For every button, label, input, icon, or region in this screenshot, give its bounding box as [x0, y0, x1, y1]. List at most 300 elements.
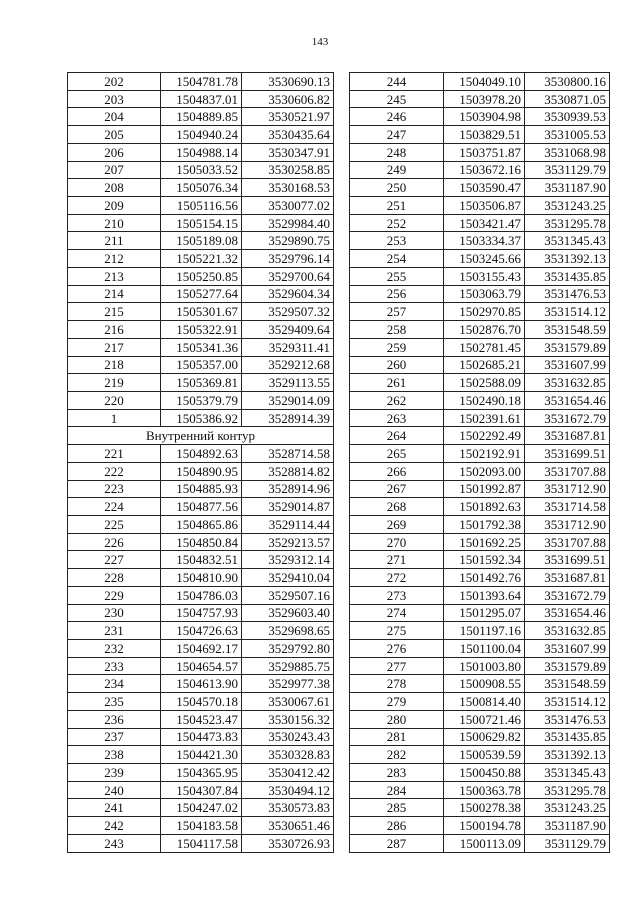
x-coordinate-cell: 1505189.08: [161, 232, 242, 250]
point-number-cell: 270: [350, 533, 444, 551]
y-coordinate-cell: 3531068.98: [525, 143, 610, 161]
table-row: [68, 515, 334, 533]
y-coordinate-cell: 3531514.12: [525, 303, 610, 321]
y-coordinate-cell: 3531607.99: [525, 640, 610, 658]
point-number-cell: 274: [350, 604, 444, 622]
table-row: [68, 498, 334, 516]
y-coordinate-cell: 3529312.14: [242, 551, 334, 569]
point-number-cell: 238: [68, 746, 161, 764]
y-coordinate-cell: 3530258.85: [242, 161, 334, 179]
table-row: [350, 675, 610, 693]
table-row: [68, 710, 334, 728]
point-number-cell: 283: [350, 764, 444, 782]
table-row: [350, 710, 610, 728]
y-coordinate-cell: 3530690.13: [242, 73, 334, 91]
table-row: [68, 126, 334, 144]
point-number-cell: 263: [350, 409, 444, 427]
point-number-cell: 286: [350, 817, 444, 835]
x-coordinate-cell: 1504885.93: [161, 480, 242, 498]
point-number-cell: 284: [350, 781, 444, 799]
point-number-cell: 257: [350, 303, 444, 321]
y-coordinate-cell: 3530412.42: [242, 764, 334, 782]
table-row: [68, 108, 334, 126]
y-coordinate-cell: 3531672.79: [525, 586, 610, 604]
point-number-cell: 222: [68, 462, 161, 480]
table-row: [350, 338, 610, 356]
point-number-cell: 246: [350, 108, 444, 126]
x-coordinate-cell: 1503904.98: [444, 108, 525, 126]
x-coordinate-cell: 1504850.84: [161, 533, 242, 551]
y-coordinate-cell: 3531712.90: [525, 480, 610, 498]
y-coordinate-cell: 3531187.90: [525, 179, 610, 197]
y-coordinate-cell: 3529311.41: [242, 338, 334, 356]
table-row: [350, 303, 610, 321]
y-coordinate-cell: 3529885.75: [242, 657, 334, 675]
point-number-cell: 281: [350, 728, 444, 746]
table-row: [350, 267, 610, 285]
section-heading: Внутренний контур: [68, 427, 334, 445]
table-row: [350, 285, 610, 303]
table-row: [350, 161, 610, 179]
page-number: 143: [311, 36, 329, 48]
y-coordinate-cell: 3531548.59: [525, 675, 610, 693]
x-coordinate-cell: 1504757.93: [161, 604, 242, 622]
y-coordinate-cell: 3531514.12: [525, 693, 610, 711]
point-number-cell: 234: [68, 675, 161, 693]
point-number-cell: 282: [350, 746, 444, 764]
x-coordinate-cell: 1500814.40: [444, 693, 525, 711]
point-number-cell: 272: [350, 569, 444, 587]
point-number-cell: 212: [68, 250, 161, 268]
y-coordinate-cell: 3531699.51: [525, 445, 610, 463]
x-coordinate-cell: 1500629.82: [444, 728, 525, 746]
x-coordinate-cell: 1501792.38: [444, 515, 525, 533]
left-table-body: [68, 73, 334, 853]
table-row: [350, 409, 610, 427]
table-row: [68, 728, 334, 746]
x-coordinate-cell: 1505076.34: [161, 179, 242, 197]
table-row: [350, 622, 610, 640]
x-coordinate-cell: 1504049.10: [444, 73, 525, 91]
left-coordinates-table: [67, 72, 334, 853]
y-coordinate-cell: 3529014.87: [242, 498, 334, 516]
y-coordinate-cell: 3531632.85: [525, 622, 610, 640]
y-coordinate-cell: 3529792.80: [242, 640, 334, 658]
x-coordinate-cell: 1504247.02: [161, 799, 242, 817]
point-number-cell: 204: [68, 108, 161, 126]
table-row: [350, 445, 610, 463]
x-coordinate-cell: 1501393.64: [444, 586, 525, 604]
y-coordinate-cell: 3531295.78: [525, 214, 610, 232]
table-row: [350, 462, 610, 480]
table-row: [350, 764, 610, 782]
point-number-cell: 260: [350, 356, 444, 374]
x-coordinate-cell: 1503063.79: [444, 285, 525, 303]
x-coordinate-cell: 1503829.51: [444, 126, 525, 144]
x-coordinate-cell: 1502490.18: [444, 391, 525, 409]
point-number-cell: 256: [350, 285, 444, 303]
x-coordinate-cell: 1503506.87: [444, 197, 525, 215]
table-row: [350, 746, 610, 764]
point-number-cell: 236: [68, 710, 161, 728]
x-coordinate-cell: 1505154.15: [161, 214, 242, 232]
x-coordinate-cell: 1504523.47: [161, 710, 242, 728]
point-number-cell: 231: [68, 622, 161, 640]
table-row: [350, 728, 610, 746]
y-coordinate-cell: 3531345.43: [525, 764, 610, 782]
y-coordinate-cell: 3531707.88: [525, 462, 610, 480]
table-row: [350, 834, 610, 852]
point-number-cell: 255: [350, 267, 444, 285]
y-coordinate-cell: 3530606.82: [242, 90, 334, 108]
table-row: [350, 498, 610, 516]
x-coordinate-cell: 1503334.37: [444, 232, 525, 250]
x-coordinate-cell: 1502876.70: [444, 321, 525, 339]
table-row: [68, 143, 334, 161]
y-coordinate-cell: 3531607.99: [525, 356, 610, 374]
table-row: [68, 675, 334, 693]
point-number-cell: 1: [68, 409, 161, 427]
x-coordinate-cell: 1505341.36: [161, 338, 242, 356]
table-row: [350, 533, 610, 551]
y-coordinate-cell: 3530726.93: [242, 834, 334, 852]
point-number-cell: 266: [350, 462, 444, 480]
x-coordinate-cell: 1501992.87: [444, 480, 525, 498]
table-row: [350, 143, 610, 161]
x-coordinate-cell: 1505250.85: [161, 267, 242, 285]
x-coordinate-cell: 1505379.79: [161, 391, 242, 409]
y-coordinate-cell: 3529700.64: [242, 267, 334, 285]
y-coordinate-cell: 3531129.79: [525, 161, 610, 179]
y-coordinate-cell: 3531714.58: [525, 498, 610, 516]
x-coordinate-cell: 1501592.34: [444, 551, 525, 569]
table-row: [68, 90, 334, 108]
point-number-cell: 217: [68, 338, 161, 356]
y-coordinate-cell: 3530939.53: [525, 108, 610, 126]
point-number-cell: 239: [68, 764, 161, 782]
x-coordinate-cell: 1500450.88: [444, 764, 525, 782]
y-coordinate-cell: 3529114.44: [242, 515, 334, 533]
x-coordinate-cell: 1504890.95: [161, 462, 242, 480]
y-coordinate-cell: 3531672.79: [525, 409, 610, 427]
x-coordinate-cell: 1504117.58: [161, 834, 242, 852]
point-number-cell: 221: [68, 445, 161, 463]
x-coordinate-cell: 1502292.49: [444, 427, 525, 445]
y-coordinate-cell: 3530243.43: [242, 728, 334, 746]
point-number-cell: 252: [350, 214, 444, 232]
x-coordinate-cell: 1501100.04: [444, 640, 525, 658]
y-coordinate-cell: 3529410.04: [242, 569, 334, 587]
table-row: [68, 586, 334, 604]
table-row: [68, 338, 334, 356]
y-coordinate-cell: 3531345.43: [525, 232, 610, 250]
y-coordinate-cell: 3531687.81: [525, 427, 610, 445]
table-row: [68, 604, 334, 622]
y-coordinate-cell: 3531548.59: [525, 321, 610, 339]
point-number-cell: 251: [350, 197, 444, 215]
y-coordinate-cell: 3530347.91: [242, 143, 334, 161]
x-coordinate-cell: 1505277.64: [161, 285, 242, 303]
y-coordinate-cell: 3531476.53: [525, 710, 610, 728]
table-row: [350, 586, 610, 604]
point-number-cell: 253: [350, 232, 444, 250]
x-coordinate-cell: 1504940.24: [161, 126, 242, 144]
table-row: [350, 374, 610, 392]
point-number-cell: 230: [68, 604, 161, 622]
x-coordinate-cell: 1503751.87: [444, 143, 525, 161]
y-coordinate-cell: 3529603.40: [242, 604, 334, 622]
y-coordinate-cell: 3529507.32: [242, 303, 334, 321]
table-row: [68, 640, 334, 658]
point-number-cell: 264: [350, 427, 444, 445]
y-coordinate-cell: 3531687.81: [525, 569, 610, 587]
x-coordinate-cell: 1501492.76: [444, 569, 525, 587]
point-number-cell: 228: [68, 569, 161, 587]
x-coordinate-cell: 1505369.81: [161, 374, 242, 392]
point-number-cell: 250: [350, 179, 444, 197]
y-coordinate-cell: 3529604.34: [242, 285, 334, 303]
y-coordinate-cell: 3531476.53: [525, 285, 610, 303]
point-number-cell: 209: [68, 197, 161, 215]
y-coordinate-cell: 3530435.64: [242, 126, 334, 144]
point-number-cell: 279: [350, 693, 444, 711]
x-coordinate-cell: 1502391.61: [444, 409, 525, 427]
x-coordinate-cell: 1504307.84: [161, 781, 242, 799]
y-coordinate-cell: 3529890.75: [242, 232, 334, 250]
table-row: [350, 391, 610, 409]
table-row: [350, 569, 610, 587]
table-row: [68, 267, 334, 285]
x-coordinate-cell: 1503978.20: [444, 90, 525, 108]
table-row: [350, 90, 610, 108]
x-coordinate-cell: 1504892.63: [161, 445, 242, 463]
table-row: [350, 197, 610, 215]
table-row: [68, 657, 334, 675]
x-coordinate-cell: 1505357.00: [161, 356, 242, 374]
y-coordinate-cell: 3529977.38: [242, 675, 334, 693]
x-coordinate-cell: 1502588.09: [444, 374, 525, 392]
y-coordinate-cell: 3531243.25: [525, 197, 610, 215]
y-coordinate-cell: 3531654.46: [525, 391, 610, 409]
point-number-cell: 243: [68, 834, 161, 852]
x-coordinate-cell: 1505221.32: [161, 250, 242, 268]
point-number-cell: 245: [350, 90, 444, 108]
point-number-cell: 220: [68, 391, 161, 409]
x-coordinate-cell: 1505386.92: [161, 409, 242, 427]
y-coordinate-cell: 3530077.02: [242, 197, 334, 215]
y-coordinate-cell: 3531392.13: [525, 250, 610, 268]
point-number-cell: 207: [68, 161, 161, 179]
point-number-cell: 278: [350, 675, 444, 693]
table-row: [68, 764, 334, 782]
table-row: [68, 179, 334, 197]
table-row: [68, 161, 334, 179]
x-coordinate-cell: 1501692.25: [444, 533, 525, 551]
point-number-cell: 233: [68, 657, 161, 675]
table-row: [350, 427, 610, 445]
x-coordinate-cell: 1504781.78: [161, 73, 242, 91]
point-number-cell: 242: [68, 817, 161, 835]
table-row: [350, 126, 610, 144]
right-coordinates-table: [349, 72, 610, 853]
table-row: [68, 321, 334, 339]
table-row: [350, 799, 610, 817]
y-coordinate-cell: 3531654.46: [525, 604, 610, 622]
table-row: [68, 250, 334, 268]
point-number-cell: 271: [350, 551, 444, 569]
x-coordinate-cell: 1504692.17: [161, 640, 242, 658]
x-coordinate-cell: 1500278.38: [444, 799, 525, 817]
x-coordinate-cell: 1502093.00: [444, 462, 525, 480]
point-number-cell: 208: [68, 179, 161, 197]
table-row: [68, 197, 334, 215]
y-coordinate-cell: 3531712.90: [525, 515, 610, 533]
x-coordinate-cell: 1504726.63: [161, 622, 242, 640]
x-coordinate-cell: 1505116.56: [161, 197, 242, 215]
x-coordinate-cell: 1501197.16: [444, 622, 525, 640]
point-number-cell: 205: [68, 126, 161, 144]
y-coordinate-cell: 3530168.53: [242, 179, 334, 197]
point-number-cell: 206: [68, 143, 161, 161]
table-row: [350, 480, 610, 498]
table-row: [350, 232, 610, 250]
y-coordinate-cell: 3531129.79: [525, 834, 610, 852]
x-coordinate-cell: 1500721.46: [444, 710, 525, 728]
y-coordinate-cell: 3531579.89: [525, 338, 610, 356]
table-row: [68, 391, 334, 409]
y-coordinate-cell: 3531707.88: [525, 533, 610, 551]
table-row: [68, 214, 334, 232]
point-number-cell: 249: [350, 161, 444, 179]
x-coordinate-cell: 1504832.51: [161, 551, 242, 569]
table-row: [68, 746, 334, 764]
point-number-cell: 203: [68, 90, 161, 108]
x-coordinate-cell: 1504570.18: [161, 693, 242, 711]
x-coordinate-cell: 1504613.90: [161, 675, 242, 693]
x-coordinate-cell: 1503421.47: [444, 214, 525, 232]
y-coordinate-cell: 3531632.85: [525, 374, 610, 392]
point-number-cell: 229: [68, 586, 161, 604]
table-row: [68, 622, 334, 640]
point-number-cell: 259: [350, 338, 444, 356]
point-number-cell: 237: [68, 728, 161, 746]
table-row: [350, 657, 610, 675]
table-row: [68, 533, 334, 551]
table-row: [68, 427, 334, 445]
table-row: [350, 214, 610, 232]
table-row: [68, 693, 334, 711]
table-row: [350, 515, 610, 533]
y-coordinate-cell: 3530328.83: [242, 746, 334, 764]
x-coordinate-cell: 1501892.63: [444, 498, 525, 516]
point-number-cell: 219: [68, 374, 161, 392]
x-coordinate-cell: 1504810.90: [161, 569, 242, 587]
table-row: [350, 693, 610, 711]
point-number-cell: 210: [68, 214, 161, 232]
y-coordinate-cell: 3531392.13: [525, 746, 610, 764]
y-coordinate-cell: 3530521.97: [242, 108, 334, 126]
point-number-cell: 267: [350, 480, 444, 498]
point-number-cell: 247: [350, 126, 444, 144]
point-number-cell: 211: [68, 232, 161, 250]
point-number-cell: 224: [68, 498, 161, 516]
table-row: [68, 303, 334, 321]
x-coordinate-cell: 1504654.57: [161, 657, 242, 675]
y-coordinate-cell: 3528914.96: [242, 480, 334, 498]
table-row: [68, 781, 334, 799]
x-coordinate-cell: 1503590.47: [444, 179, 525, 197]
y-coordinate-cell: 3529113.55: [242, 374, 334, 392]
point-number-cell: 275: [350, 622, 444, 640]
point-number-cell: 258: [350, 321, 444, 339]
y-coordinate-cell: 3531243.25: [525, 799, 610, 817]
x-coordinate-cell: 1503155.43: [444, 267, 525, 285]
point-number-cell: 285: [350, 799, 444, 817]
table-row: [350, 321, 610, 339]
point-number-cell: 241: [68, 799, 161, 817]
point-number-cell: 227: [68, 551, 161, 569]
y-coordinate-cell: 3529014.09: [242, 391, 334, 409]
table-row: [68, 834, 334, 852]
y-coordinate-cell: 3531435.85: [525, 728, 610, 746]
y-coordinate-cell: 3531187.90: [525, 817, 610, 835]
x-coordinate-cell: 1500113.09: [444, 834, 525, 852]
y-coordinate-cell: 3531295.78: [525, 781, 610, 799]
table-row: [350, 604, 610, 622]
table-row: [68, 73, 334, 91]
x-coordinate-cell: 1504889.85: [161, 108, 242, 126]
point-number-cell: 269: [350, 515, 444, 533]
point-number-cell: 268: [350, 498, 444, 516]
point-number-cell: 213: [68, 267, 161, 285]
x-coordinate-cell: 1500908.55: [444, 675, 525, 693]
x-coordinate-cell: 1500539.59: [444, 746, 525, 764]
x-coordinate-cell: 1504837.01: [161, 90, 242, 108]
table-row: [350, 640, 610, 658]
point-number-cell: 202: [68, 73, 161, 91]
point-number-cell: 235: [68, 693, 161, 711]
table-row: [68, 462, 334, 480]
table-row: [350, 551, 610, 569]
y-coordinate-cell: 3530800.16: [525, 73, 610, 91]
table-row: [68, 817, 334, 835]
y-coordinate-cell: 3530651.46: [242, 817, 334, 835]
table-row: [350, 108, 610, 126]
x-coordinate-cell: 1504988.14: [161, 143, 242, 161]
point-number-cell: 265: [350, 445, 444, 463]
point-number-cell: 232: [68, 640, 161, 658]
x-coordinate-cell: 1502685.21: [444, 356, 525, 374]
y-coordinate-cell: 3529796.14: [242, 250, 334, 268]
y-coordinate-cell: 3530156.32: [242, 710, 334, 728]
table-row: [68, 232, 334, 250]
x-coordinate-cell: 1504473.83: [161, 728, 242, 746]
x-coordinate-cell: 1501295.07: [444, 604, 525, 622]
table-row: [350, 250, 610, 268]
table-row: [350, 356, 610, 374]
y-coordinate-cell: 3529984.40: [242, 214, 334, 232]
y-coordinate-cell: 3530871.05: [525, 90, 610, 108]
point-number-cell: 225: [68, 515, 161, 533]
x-coordinate-cell: 1504421.30: [161, 746, 242, 764]
x-coordinate-cell: 1505322.91: [161, 321, 242, 339]
point-number-cell: 226: [68, 533, 161, 551]
point-number-cell: 277: [350, 657, 444, 675]
x-coordinate-cell: 1502970.85: [444, 303, 525, 321]
y-coordinate-cell: 3530494.12: [242, 781, 334, 799]
y-coordinate-cell: 3530067.61: [242, 693, 334, 711]
x-coordinate-cell: 1502781.45: [444, 338, 525, 356]
